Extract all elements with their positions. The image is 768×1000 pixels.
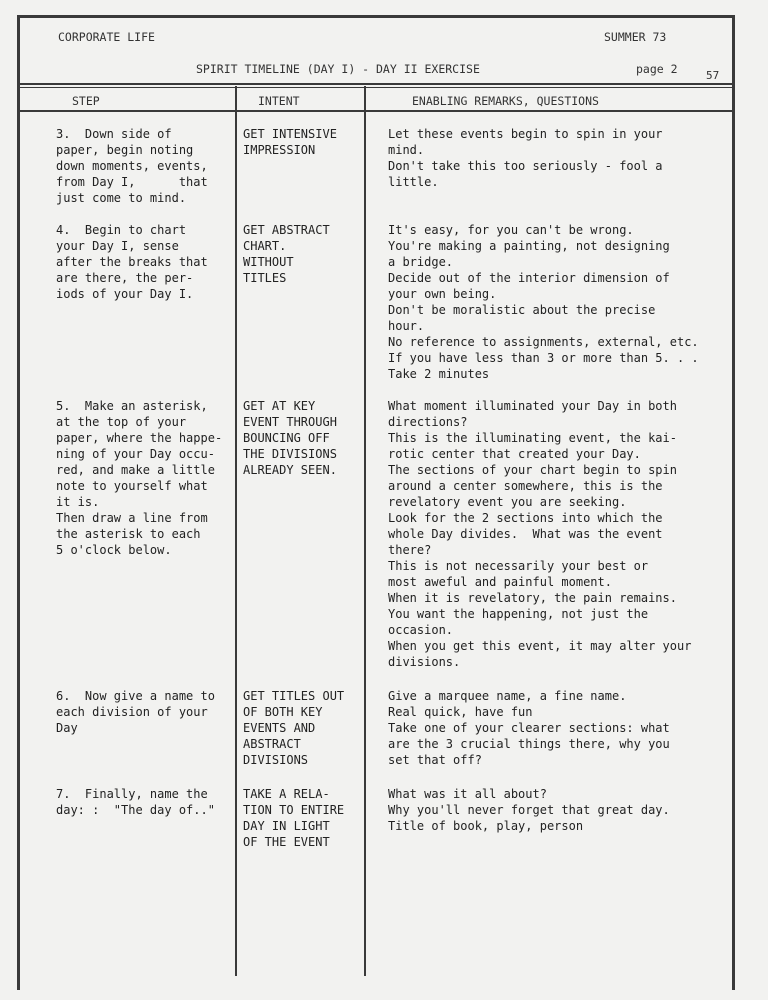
column-header-remarks: ENABLING REMARKS, QUESTIONS: [412, 94, 599, 108]
text-line: ALREADY SEEN.: [243, 463, 337, 477]
header-rule-top: [17, 83, 735, 85]
text-line: 7. Finally, name the: [56, 787, 208, 801]
text-line: Give a marquee name, a fine name.: [388, 689, 627, 703]
column-header-step: STEP: [72, 94, 100, 108]
text-line: Don't be moralistic about the precise: [388, 303, 656, 317]
text-line: CHART.: [243, 239, 287, 253]
text-line: rotic center that created your Day.: [388, 447, 641, 461]
text-line: It's easy, for you can't be wrong.: [388, 223, 634, 237]
row-5-step: [56, 398, 222, 558]
text-line: directions?: [388, 415, 468, 429]
text-line: there?: [388, 543, 432, 557]
text-line: after the breaks that: [56, 255, 208, 269]
text-line: DAY IN LIGHT: [243, 819, 330, 833]
text-line: Decide out of the interior dimension of: [388, 271, 670, 285]
text-line: from Day I, that: [56, 175, 208, 189]
text-line: revelatory event you are seeking.: [388, 495, 627, 509]
text-line: ning of your Day occu-: [56, 447, 215, 461]
row-3-step: [56, 126, 208, 206]
text-line: DIVISIONS: [243, 753, 309, 767]
text-line: Why you'll never forget that great day.: [388, 803, 670, 817]
text-line: whole Day divides. What was the event: [388, 527, 663, 541]
text-line: 5 o'clock below.: [56, 543, 172, 557]
text-line: mind.: [388, 143, 425, 157]
text-line: No reference to assignments, external, etc.: [388, 335, 699, 349]
text-line: your Day I, sense: [56, 239, 179, 253]
column-divider-1: [235, 86, 237, 976]
text-line: You want the happening, not just the: [388, 607, 649, 621]
text-line: TITLES: [243, 271, 287, 285]
text-line: GET ABSTRACT: [243, 223, 330, 237]
text-line: the asterisk to each: [56, 527, 201, 541]
column-header-intent: INTENT: [258, 94, 300, 108]
column-header-rule: [17, 110, 735, 112]
header-right: SUMMER 73: [604, 30, 667, 44]
text-line: 3. Down side of: [56, 127, 172, 141]
text-line: Real quick, have fun: [388, 705, 533, 719]
row-6-intent: [243, 688, 344, 768]
text-line: note to yourself what: [56, 479, 208, 493]
row-7-step: [56, 786, 215, 818]
text-line: WITHOUT: [243, 255, 294, 269]
text-line: it is.: [56, 495, 100, 509]
row-4-remarks: [388, 222, 699, 382]
row-6-step: [56, 688, 215, 736]
text-line: Then draw a line from: [56, 511, 208, 525]
text-line: paper, begin noting: [56, 143, 194, 157]
text-line: BOUNCING OFF: [243, 431, 330, 445]
text-line: your own being.: [388, 287, 497, 301]
header-page-label: page 2: [636, 62, 678, 76]
header-left: CORPORATE LIFE: [58, 30, 155, 44]
text-line: a bridge.: [388, 255, 454, 269]
text-line: 4. Begin to chart: [56, 223, 187, 237]
header-title: SPIRIT TIMELINE (DAY I) - DAY II EXERCISE: [196, 62, 480, 76]
text-line: paper, where the happe-: [56, 431, 223, 445]
text-line: You're making a painting, not designing: [388, 239, 670, 253]
row-4-step: [56, 222, 208, 302]
text-line: When you get this event, it may alter your: [388, 639, 692, 653]
text-line: Look for the 2 sections into which the: [388, 511, 663, 525]
text-line: Let these events begin to spin in your: [388, 127, 663, 141]
text-line: ABSTRACT: [243, 737, 301, 751]
row-3-remarks: [388, 126, 663, 190]
text-line: are the 3 crucial things there, why you: [388, 737, 670, 751]
text-line: Day: [56, 721, 78, 735]
text-line: THE DIVISIONS: [243, 447, 337, 461]
text-line: 6. Now give a name to: [56, 689, 215, 703]
text-line: Take one of your clearer sections: what: [388, 721, 670, 735]
text-line: EVENTS AND: [243, 721, 316, 735]
text-line: TION TO ENTIRE: [243, 803, 345, 817]
text-line: divisions.: [388, 655, 461, 669]
text-line: This is the illuminating event, the kai-: [388, 431, 677, 445]
text-line: OF BOTH KEY: [243, 705, 323, 719]
text-line: set that off?: [388, 753, 482, 767]
text-line: GET INTENSIVE: [243, 127, 337, 141]
text-line: hour.: [388, 319, 425, 333]
text-line: at the top of your: [56, 415, 187, 429]
row-7-remarks: [388, 786, 670, 834]
text-line: Take 2 minutes: [388, 367, 490, 381]
text-line: are there, the per-: [56, 271, 194, 285]
row-5-remarks: [388, 398, 691, 670]
text-line: Title of book, play, person: [388, 819, 584, 833]
text-line: GET TITLES OUT: [243, 689, 345, 703]
text-line: EVENT THROUGH: [243, 415, 337, 429]
text-line: If you have less than 3 or more than 5. . .: [388, 351, 699, 365]
text-line: each division of your: [56, 705, 208, 719]
text-line: just come to mind.: [56, 191, 187, 205]
row-4-intent: [243, 222, 330, 286]
text-line: occasion.: [388, 623, 454, 637]
text-line: around a center somewhere, this is the: [388, 479, 663, 493]
text-line: OF THE EVENT: [243, 835, 330, 849]
text-line: red, and make a little: [56, 463, 215, 477]
header-rule-thin: [17, 87, 735, 88]
text-line: What was it all about?: [388, 787, 547, 801]
text-line: IMPRESSION: [243, 143, 316, 157]
row-7-intent: [243, 786, 344, 850]
text-line: day: : "The day of..": [56, 803, 215, 817]
row-3-intent: [243, 126, 337, 158]
text-line: TAKE A RELA-: [243, 787, 330, 801]
text-line: The sections of your chart begin to spin: [388, 463, 677, 477]
text-line: Don't take this too seriously - fool a: [388, 159, 663, 173]
text-line: This is not necessarily your best or: [388, 559, 649, 573]
page-number: 57: [706, 69, 720, 82]
text-line: GET AT KEY: [243, 399, 316, 413]
text-line: most aweful and painful moment.: [388, 575, 612, 589]
text-line: 5. Make an asterisk,: [56, 399, 208, 413]
column-divider-2: [364, 86, 366, 976]
text-line: When it is revelatory, the pain remains.: [388, 591, 677, 605]
row-5-intent: [243, 398, 337, 478]
row-6-remarks: [388, 688, 670, 768]
text-line: iods of your Day I.: [56, 287, 194, 301]
text-line: What moment illuminated your Day in both: [388, 399, 677, 413]
text-line: down moments, events,: [56, 159, 208, 173]
text-line: little.: [388, 175, 439, 189]
